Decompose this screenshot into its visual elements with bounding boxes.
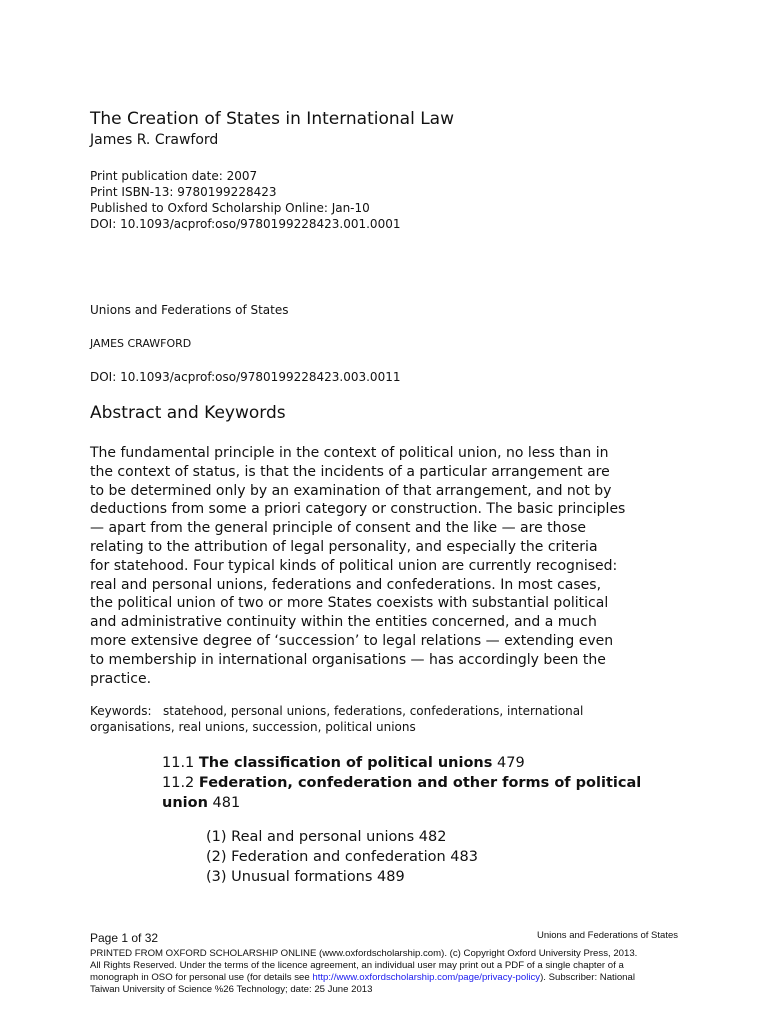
book-author: James R. Crawford xyxy=(90,132,219,148)
toc-entry[interactable] xyxy=(162,773,641,793)
toc-number: 11.1 xyxy=(162,755,195,771)
abstract-heading: Abstract and Keywords xyxy=(90,403,286,423)
toc-entry[interactable] xyxy=(162,753,641,773)
running-header-chapter: Unions and Federations of States xyxy=(536,930,678,941)
abstract-line: — apart from the general principle of consent and the like — are those xyxy=(90,520,586,537)
abstract-line: and administrative continuity within the entities concerned, and a much xyxy=(90,614,597,631)
chapter-doi: DOI: 10.1093/acprof:oso/9780199228423.003.0011 xyxy=(90,370,401,384)
notice-text: ). Subscriber: National xyxy=(540,972,635,983)
abstract-line: deductions from some a priori category or construction. The basic principles xyxy=(90,501,626,518)
table-of-contents xyxy=(162,753,641,813)
abstract-line: to membership in international organisations — has accordingly been the xyxy=(90,651,606,668)
keywords-list-continued: organisations, real unions, succession, political unions xyxy=(90,720,416,734)
abstract-line: for statehood. Four typical kinds of political union are currently recognised: xyxy=(90,557,618,574)
toc-title: The classification of political unions xyxy=(198,755,493,771)
sub-table-of-contents xyxy=(206,827,478,887)
print-isbn: Print ISBN-13: 9780199228423 xyxy=(90,185,277,199)
toc-number: 11.2 xyxy=(162,775,195,791)
notice-line: Taiwan University of Science %26 Technology; date: 25 June 2013 xyxy=(90,984,373,995)
toc-title: Federation, confederation and other forms of political xyxy=(198,775,642,791)
chapter-author: JAMES CRAWFORD xyxy=(90,337,192,350)
abstract-line: real and personal unions, federations and confederations. In most cases, xyxy=(90,576,602,593)
chapter-title: Unions and Federations of States xyxy=(90,303,289,317)
publication-info xyxy=(90,168,400,232)
notice-line xyxy=(90,972,637,984)
print-date: Print publication date: 2007 xyxy=(90,169,258,183)
page-number: Page 1 of 32 xyxy=(90,931,159,945)
toc-page: 479 xyxy=(497,755,525,771)
abstract-line: the political union of two or more States coexists with substantial political xyxy=(90,595,609,612)
subtoc-entry[interactable]: (3) Unusual formations 489 xyxy=(206,869,405,885)
subtoc-entry[interactable]: (2) Federation and confederation 483 xyxy=(206,849,478,865)
abstract-line: relating to the attribution of legal personality, and especially the criteria xyxy=(90,538,598,555)
abstract-line: The fundamental principle in the context of political union, no less than in xyxy=(90,445,609,461)
abstract-line: practice. xyxy=(90,670,152,687)
abstract-text xyxy=(90,444,625,688)
toc-title-continued: union xyxy=(162,795,208,811)
subtoc-entry[interactable]: (1) Real and personal unions 482 xyxy=(206,829,447,845)
keywords-label: Keywords: xyxy=(90,704,152,718)
toc-page: 481 xyxy=(212,795,241,811)
abstract-line: more extensive degree of ‘succession’ to legal relations — extending even xyxy=(90,632,614,649)
notice-line: All Rights Reserved. Under the terms of the licence agreement, an individual user may print out a PDF of a single chapter of a xyxy=(90,960,624,971)
abstract-line: to be determined only by an examination of that arrangement, and not by xyxy=(90,482,612,499)
privacy-policy-link[interactable]: http://www.oxfordscholarship.com/page/privacy-policy xyxy=(312,972,541,983)
keywords-list: statehood, personal unions, federations, confederations, international xyxy=(163,704,584,718)
book-doi: DOI: 10.1093/acprof:oso/9780199228423.001.0001 xyxy=(90,217,401,231)
abstract-line: the context of status, is that the incidents of a particular arrangement are xyxy=(90,463,610,480)
keywords xyxy=(90,703,583,735)
notice-text: monograph in OSO for personal use (for details see xyxy=(90,972,313,983)
copyright-notice xyxy=(90,948,637,996)
notice-line: PRINTED FROM OXFORD SCHOLARSHIP ONLINE (www.oxfordscholarship.com). (c) Copyright Oxford University Press, 2013. xyxy=(90,948,638,959)
book-title: The Creation of States in International Law xyxy=(90,109,454,129)
online-publication: Published to Oxford Scholarship Online: Jan-10 xyxy=(90,201,370,215)
toc-entry-continued[interactable] xyxy=(162,793,641,813)
